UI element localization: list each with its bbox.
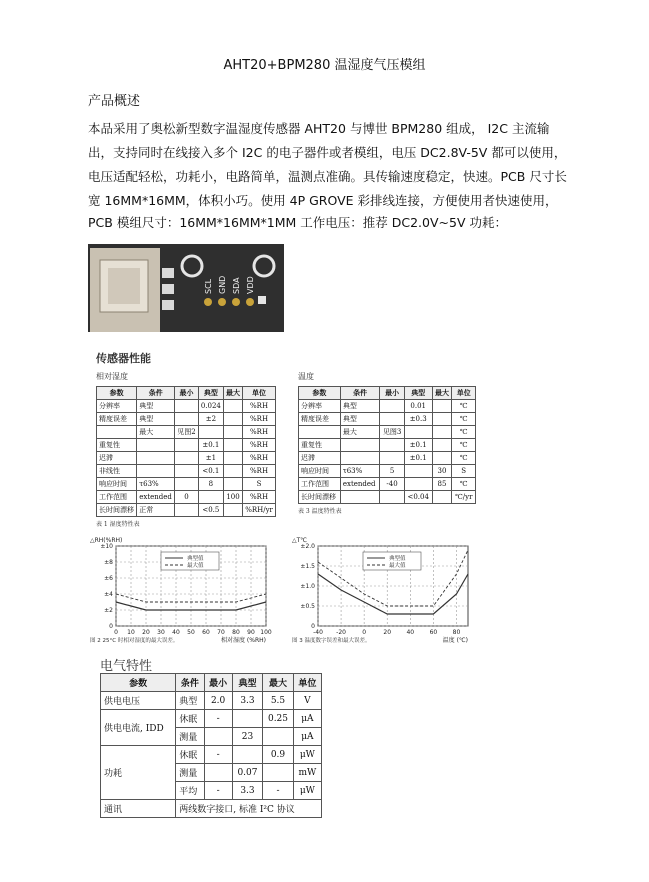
table-cell: 3.3 <box>232 692 263 710</box>
table-cell: ±0.3 <box>404 413 432 426</box>
table-cell: - <box>204 746 232 764</box>
table-cell <box>380 400 405 413</box>
table-cell: %RH <box>243 491 276 504</box>
table-cell <box>175 439 199 452</box>
table-cell <box>432 426 452 439</box>
table-cell: 典型 <box>340 413 379 426</box>
sensor-performance-heading: 传感器性能 <box>96 352 151 365</box>
table-row <box>299 478 476 491</box>
x-tick-label: 10 <box>127 629 135 636</box>
electrical-heading: 电气特性 <box>100 659 153 674</box>
table-cell: %RH <box>243 426 276 439</box>
y-tick-label: 0 <box>109 623 113 630</box>
table-cell: 迟滞 <box>97 452 137 465</box>
table-cell: 最大 <box>340 426 379 439</box>
x-tick-label: 0 <box>114 629 118 636</box>
table-cell: <0.04 <box>404 491 432 504</box>
x-tick-label: 90 <box>247 629 255 636</box>
table-cell: 精度误差 <box>299 413 341 426</box>
table-cell: ℃ <box>452 426 476 439</box>
header-cell: 参数 <box>101 674 176 692</box>
y-tick-label: ±6 <box>104 575 113 582</box>
y-axis-label: △T℃ <box>292 537 308 544</box>
humidity-subtitle: 相对湿度 <box>96 372 128 381</box>
table-cell: 分辨率 <box>97 400 137 413</box>
table-cell: ℃ <box>452 413 476 426</box>
table-cell: 典型 <box>137 400 175 413</box>
y-tick-label: ±1.0 <box>300 583 315 590</box>
humidity-caption: 表 1 湿度特性表 <box>96 521 140 528</box>
table-cell: 分辨率 <box>299 400 341 413</box>
table-cell <box>432 400 452 413</box>
table-cell: 响应时间 <box>97 478 137 491</box>
pin-label-vdd: VDD <box>246 276 255 294</box>
table-cell: mW <box>293 764 321 782</box>
table-cell: extended <box>137 491 175 504</box>
table-cell: 工作范围 <box>299 478 341 491</box>
module-photo <box>88 244 284 332</box>
table-cell: 重复性 <box>299 439 341 452</box>
table-cell <box>223 400 242 413</box>
table-cell: %RH <box>243 439 276 452</box>
table-cell <box>175 452 199 465</box>
table-cell: μA <box>293 710 321 728</box>
legend-label: 典型值 <box>187 556 204 562</box>
table-cell: ℃ <box>452 439 476 452</box>
spec-line: PCB 模组尺寸：16MM*16MM*1MM 工作电压：推荐 DC2.0V~5V 功耗： <box>88 215 507 230</box>
table-header-row <box>101 674 322 692</box>
table-row <box>299 426 476 439</box>
table-row <box>299 491 476 504</box>
table-row <box>97 439 276 452</box>
y-tick-label: ±2 <box>104 607 113 614</box>
table-cell: 8 <box>198 478 223 491</box>
table-cell: V <box>293 692 321 710</box>
table-cell <box>380 452 405 465</box>
header-cell: 最大 <box>223 387 242 400</box>
table-cell: ±1 <box>198 452 223 465</box>
table-cell: ℃ <box>452 478 476 491</box>
table-cell <box>175 413 199 426</box>
table-cell: 5.5 <box>263 692 294 710</box>
x-tick-label: 40 <box>172 629 180 636</box>
table-row <box>97 465 276 478</box>
table-row <box>101 710 322 728</box>
table-cell: 通讯 <box>101 800 176 818</box>
table-cell <box>263 764 294 782</box>
table-cell: 重复性 <box>97 439 137 452</box>
x-axis-label: 温度 (℃) <box>442 637 468 644</box>
table-cell: 非线性 <box>97 465 137 478</box>
table-cell <box>223 504 242 517</box>
table-cell <box>432 413 452 426</box>
table-cell: ±0.1 <box>404 452 432 465</box>
y-tick-label: ±2.0 <box>300 543 315 550</box>
x-tick-label: 0 <box>362 629 367 636</box>
table-row <box>299 465 476 478</box>
table-cell: S <box>452 465 476 478</box>
table-cell: S <box>243 478 276 491</box>
header-cell: 单位 <box>452 387 476 400</box>
x-tick-label: 20 <box>142 629 150 636</box>
table-cell: 5 <box>380 465 405 478</box>
header-cell: 典型 <box>198 387 223 400</box>
table-cell <box>432 452 452 465</box>
table-cell <box>380 413 405 426</box>
x-tick-label: 40 <box>406 629 415 636</box>
table-cell: 供电电流, IDD <box>101 710 176 746</box>
x-tick-label: 80 <box>232 629 240 636</box>
temperature-error-chart <box>290 534 480 652</box>
table-cell <box>137 439 175 452</box>
header-cell: 条件 <box>137 387 175 400</box>
pin-label-scl: SCL <box>204 278 213 294</box>
table-cell: ℃ <box>452 452 476 465</box>
y-tick-label: ±0.5 <box>300 603 315 610</box>
y-axis-label: △RH(%RH) <box>90 537 123 544</box>
table-cell: μW <box>293 782 321 800</box>
table-cell: μW <box>293 746 321 764</box>
table-cell: -40 <box>380 478 405 491</box>
table-cell <box>175 478 199 491</box>
table-cell: 最大 <box>137 426 175 439</box>
table-row <box>97 452 276 465</box>
table-cell: 0 <box>175 491 199 504</box>
humidity-table <box>96 386 276 517</box>
table-cell: ±0.1 <box>198 439 223 452</box>
table-cell: μA <box>293 728 321 746</box>
table-cell <box>223 439 242 452</box>
table-row <box>97 478 276 491</box>
header-cell: 参数 <box>97 387 137 400</box>
header-cell: 最小 <box>204 674 232 692</box>
table-row <box>97 491 276 504</box>
x-tick-label: 100 <box>260 629 272 636</box>
table-row <box>101 746 322 764</box>
table-cell: 100 <box>223 491 242 504</box>
table-row <box>299 439 476 452</box>
table-cell: 3.3 <box>232 782 263 800</box>
table-cell: 两线数字接口, 标准 I²C 协议 <box>176 800 322 818</box>
table-cell: 典型 <box>340 400 379 413</box>
table-cell: - <box>204 710 232 728</box>
table-cell <box>404 465 432 478</box>
table-cell: τ63% <box>137 478 175 491</box>
table-cell: <0.5 <box>198 504 223 517</box>
table-cell: %RH <box>243 452 276 465</box>
header-cell: 最大 <box>432 387 452 400</box>
table-cell <box>404 478 432 491</box>
table-cell: - <box>204 782 232 800</box>
table-cell <box>198 426 223 439</box>
overview-paragraph: 本品采用了奥松新型数字温湿度传感器 AHT20 与博世 BPM280 组成， I2C 主流输出，支持同时在线接入多个 I2C 的电子器件或者模组，电压 DC2.8V-5V 都可以使用，电压适配轻松，功耗小，电路简单，温测点准确。具传输速度稳定，快速。PCB 尺寸长宽 16MM*16MM，体积小巧。使用 4P GROVE 彩排线连接，方便使用者快速使用， <box>88 121 567 208</box>
y-tick-label: ±10 <box>100 543 113 550</box>
legend-label: 最大值 <box>187 563 204 569</box>
header-cell: 最小 <box>175 387 199 400</box>
table-cell: <0.1 <box>198 465 223 478</box>
table-cell <box>204 728 232 746</box>
table-cell <box>263 728 294 746</box>
table-cell: 精度误差 <box>97 413 137 426</box>
temperature-subtitle: 温度 <box>298 372 314 381</box>
x-tick-label: 80 <box>452 629 461 636</box>
table-cell: 85 <box>432 478 452 491</box>
table-cell: ±2 <box>198 413 223 426</box>
overview-heading: 产品概述 <box>88 94 141 109</box>
table-cell: %RH <box>243 413 276 426</box>
table-cell <box>232 710 263 728</box>
table-cell: 功耗 <box>101 746 176 800</box>
table-cell <box>223 478 242 491</box>
table-cell <box>223 426 242 439</box>
chart-caption: 图 3 温度数字误差和最大误差。 <box>292 638 371 644</box>
table-cell <box>380 439 405 452</box>
table-cell: 见图2 <box>175 426 199 439</box>
header-cell: 条件 <box>340 387 379 400</box>
table-cell <box>198 491 223 504</box>
table-row <box>299 452 476 465</box>
header-cell: 单位 <box>243 387 276 400</box>
electrical-table <box>100 673 322 818</box>
y-tick-label: ±1.5 <box>300 563 315 570</box>
table-cell <box>432 439 452 452</box>
x-tick-label: 70 <box>217 629 225 636</box>
table-cell <box>340 452 379 465</box>
header-cell: 最小 <box>380 387 405 400</box>
table-cell: 0.9 <box>263 746 294 764</box>
table-cell: 长时间漂移 <box>299 491 341 504</box>
table-row <box>299 400 476 413</box>
y-tick-label: ±8 <box>104 559 113 566</box>
table-cell <box>137 452 175 465</box>
table-cell: 休眠 <box>176 746 204 764</box>
temperature-caption: 表 3 温度特性表 <box>298 508 342 515</box>
table-cell: 长时间漂移 <box>97 504 137 517</box>
table-cell: - <box>263 782 294 800</box>
table-cell <box>175 465 199 478</box>
table-cell: 测量 <box>176 764 204 782</box>
x-tick-label: -40 <box>313 629 323 636</box>
table-cell: %RH <box>243 465 276 478</box>
table-cell: 供电电压 <box>101 692 176 710</box>
table-cell: 30 <box>432 465 452 478</box>
x-tick-label: 50 <box>187 629 195 636</box>
table-row <box>97 400 276 413</box>
table-cell <box>299 426 341 439</box>
table-row <box>101 800 322 818</box>
table-cell <box>432 491 452 504</box>
table-row <box>97 426 276 439</box>
table-cell: 典型 <box>137 413 175 426</box>
table-cell <box>340 439 379 452</box>
table-row <box>97 413 276 426</box>
table-cell <box>175 504 199 517</box>
header-cell: 条件 <box>176 674 204 692</box>
header-cell: 参数 <box>299 387 341 400</box>
table-cell: 0.01 <box>404 400 432 413</box>
table-cell: ±0.1 <box>404 439 432 452</box>
x-tick-label: -20 <box>336 629 346 636</box>
table-cell: 工作范围 <box>97 491 137 504</box>
table-cell: %RH <box>243 400 276 413</box>
table-cell: 典型 <box>176 692 204 710</box>
table-cell: 0.07 <box>232 764 263 782</box>
humidity-error-chart <box>88 534 278 652</box>
table-cell: 正常 <box>137 504 175 517</box>
temperature-table <box>298 386 476 504</box>
table-cell: 测量 <box>176 728 204 746</box>
x-tick-label: 20 <box>383 629 392 636</box>
table-cell <box>232 746 263 764</box>
table-cell: 见图3 <box>380 426 405 439</box>
table-cell <box>137 465 175 478</box>
header-cell: 最大 <box>263 674 294 692</box>
table-cell: %RH/yr <box>243 504 276 517</box>
x-tick-label: 60 <box>202 629 210 636</box>
table-cell: 迟滞 <box>299 452 341 465</box>
table-cell <box>175 400 199 413</box>
legend-label: 典型值 <box>389 556 406 562</box>
table-cell: 响应时间 <box>299 465 341 478</box>
table-cell: 2.0 <box>204 692 232 710</box>
pin-label-gnd: GND <box>218 275 227 294</box>
document-title: AHT20+BPM280 温湿度气压模组 <box>223 58 426 73</box>
pin-label-sda: SDA <box>232 277 241 294</box>
table-header-row <box>299 387 476 400</box>
table-cell: 0.25 <box>263 710 294 728</box>
table-cell <box>380 491 405 504</box>
table-cell: 休眠 <box>176 710 204 728</box>
header-cell: 单位 <box>293 674 321 692</box>
table-cell <box>223 413 242 426</box>
table-row <box>299 413 476 426</box>
table-cell: τ63% <box>340 465 379 478</box>
y-tick-label: ±4 <box>104 591 113 598</box>
table-cell <box>223 465 242 478</box>
table-cell: extended <box>340 478 379 491</box>
table-cell: 0.024 <box>198 400 223 413</box>
legend-label: 最大值 <box>389 563 406 569</box>
x-axis-label: 相对湿度 (%RH) <box>221 637 266 644</box>
table-cell: ℃ <box>452 400 476 413</box>
header-cell: 典型 <box>404 387 432 400</box>
x-tick-label: 60 <box>429 629 438 636</box>
table-cell <box>340 491 379 504</box>
table-row <box>101 692 322 710</box>
header-cell: 典型 <box>232 674 263 692</box>
table-cell <box>223 452 242 465</box>
table-header-row <box>97 387 276 400</box>
chart-caption: 图 2 25°C 时相对湿度的最大误差。 <box>90 638 179 644</box>
table-cell <box>97 426 137 439</box>
table-cell: 23 <box>232 728 263 746</box>
x-tick-label: 30 <box>157 629 165 636</box>
y-tick-label: 0 <box>311 623 315 630</box>
table-cell: ℃/yr <box>452 491 476 504</box>
table-row <box>97 504 276 517</box>
table-cell <box>404 426 432 439</box>
table-cell: 平均 <box>176 782 204 800</box>
table-cell <box>204 764 232 782</box>
